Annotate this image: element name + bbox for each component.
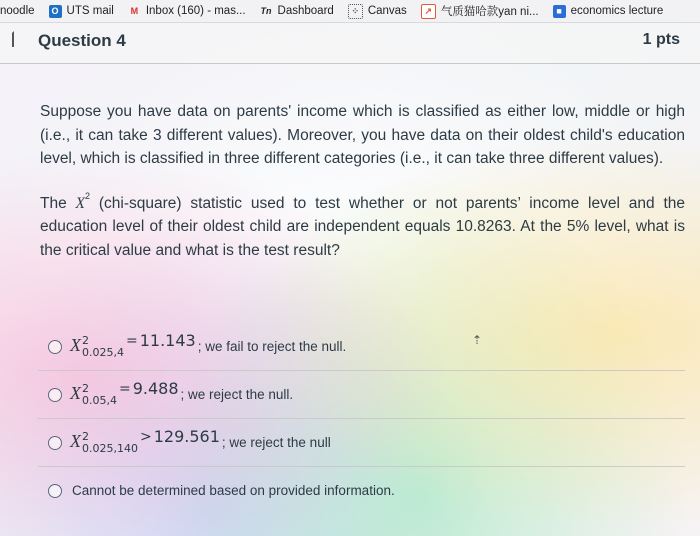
- question-points: 1 pts: [642, 31, 680, 48]
- answer-text: ; we reject the null.: [180, 387, 294, 402]
- mouse-cursor-icon: ⇡: [472, 333, 483, 347]
- answer-text: Cannot be determined based on provided information.: [72, 483, 395, 498]
- radio-button[interactable]: [48, 484, 62, 498]
- question-header: [0, 23, 700, 64]
- answer-formula: X 2 0.025,140 > 129.561: [70, 427, 220, 455]
- answer-text: ; we fail to reject the null.: [197, 339, 347, 354]
- question-paragraph-2: The $X^2$ (chi-square) statistic used to test whether or not parents’ income level and the education level of their oldest child are independent equals 10.8263. At the 5% level, what is the critical value and what is the test result?: [40, 190, 686, 259]
- bookmark-moodle[interactable]: [0, 5, 35, 17]
- bookmark-label: Dashboard: [277, 5, 334, 17]
- bookmark-chinese-link[interactable]: [421, 3, 539, 19]
- bookmark-uts-mail[interactable]: [49, 5, 114, 18]
- answer-option-2[interactable]: [38, 370, 685, 418]
- outlook-icon: O: [49, 5, 62, 18]
- answer-formula: X 2 0.025,4 = 11.143: [70, 331, 196, 359]
- bookmark-economics-lecture[interactable]: [553, 5, 664, 18]
- chi-square-symbol: X: [75, 194, 86, 212]
- bookmark-canvas[interactable]: [348, 4, 407, 19]
- question-panel: [0, 23, 700, 536]
- answer-option-1[interactable]: [38, 323, 685, 370]
- app-icon: ■: [553, 5, 566, 18]
- radio-button[interactable]: [48, 388, 62, 402]
- question-text: [40, 100, 685, 276]
- question-paragraph-1: Suppose you have data on parents' income which is classified as either low, middle or high (i.e., it can take 3 different values). Moreover, you have data on their oldest child's education level, which is classified in three different categories (i.e., it can take three different values).: [40, 103, 685, 167]
- answer-list: [38, 323, 685, 514]
- canvas-icon: ⁘: [348, 4, 363, 19]
- tn-icon: Tn: [260, 6, 272, 16]
- answer-text: ; we reject the null: [221, 435, 331, 450]
- link-icon: ↗: [421, 4, 436, 19]
- flag-question-icon[interactable]: [4, 31, 14, 47]
- bookmark-label: UTS mail: [66, 5, 114, 17]
- answer-option-3[interactable]: [38, 418, 685, 466]
- radio-button[interactable]: [48, 436, 62, 450]
- bookmark-label: Canvas: [367, 5, 407, 17]
- gmail-icon: M: [130, 6, 139, 16]
- question-title: Question 4: [38, 31, 126, 50]
- bookmark-label: 气质猫哈款yan ni...: [440, 6, 539, 18]
- answer-option-4[interactable]: [38, 466, 685, 514]
- bookmark-dashboard[interactable]: [260, 5, 334, 18]
- bookmarks-bar: [0, 0, 700, 23]
- bookmark-label: noodle: [0, 5, 35, 17]
- radio-button[interactable]: [48, 340, 62, 354]
- bookmark-gmail-inbox[interactable]: [128, 5, 246, 18]
- bookmark-label: economics lecture: [570, 5, 664, 17]
- bookmark-label: Inbox (160) - mas...: [145, 5, 246, 17]
- answer-formula: X 2 0.05,4 = 9.488: [70, 379, 179, 407]
